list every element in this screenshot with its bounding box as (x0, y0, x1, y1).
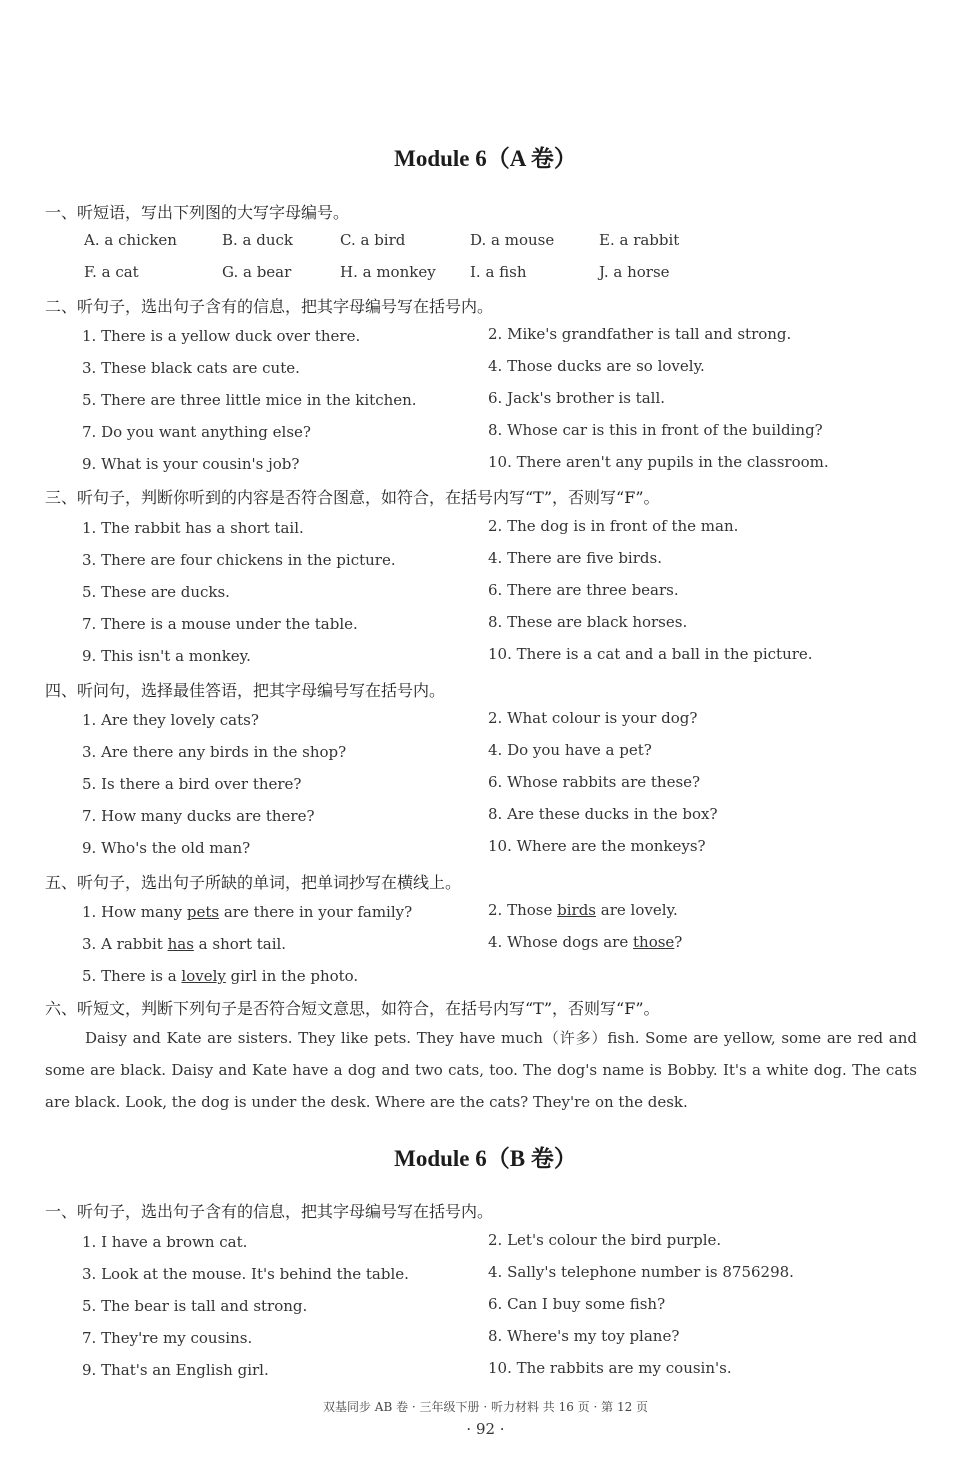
option-d: D. a mouse (470, 231, 555, 249)
b-s1-item-3: 3. Look at the mouse. It's behind the table. (82, 1265, 409, 1283)
option-i: I. a fish (470, 263, 527, 281)
listening-passage: Daisy and Kate are sisters. They like pets. They have much（许多）fish. Some are yellow, some are red and some are black. Daisy and Kate have a dog and two cats, too. The dog's name is Bobby. It's a white dog. The cats are black. Look, the dog is under the desk. Where are the cats? They're on the desk. (45, 1029, 917, 1111)
option-a: A. a chicken (84, 231, 177, 249)
section-2-heading: 二、听句子，选出句子含有的信息，把其字母编号写在括号内。 (45, 297, 494, 316)
s2-item-4: 4. Those ducks are so lovely. (488, 357, 705, 375)
s4-item-10: 10. Where are the monkeys? (488, 837, 706, 855)
s5-item-3-post: a short tail. (193, 935, 287, 953)
s4-item-1: 1. Are they lovely cats? (82, 711, 259, 729)
s5-item-2 (488, 901, 678, 919)
s5-item-5 (82, 967, 358, 985)
module-b-title: Module 6（B 卷） (394, 1146, 577, 1171)
s2-item-1: 1. There is a yellow duck over there. (82, 327, 361, 345)
s5-item-1-blank: pets (186, 903, 220, 921)
s4-item-6: 6. Whose rabbits are these? (488, 773, 701, 791)
s2-item-10: 10. There aren't any pupils in the classroom. (488, 453, 829, 471)
s5-item-3 (82, 935, 286, 953)
b-s1-item-10: 10. The rabbits are my cousin's. (488, 1359, 732, 1377)
s5-item-2-blank: birds (557, 901, 596, 919)
option-h: H. a monkey (340, 263, 436, 281)
page-footer: 双基同步 AB 卷 · 三年级下册 · 听力材料 共 16 页 · 第 12 页 (322, 1400, 649, 1414)
s2-item-8: 8. Whose car is this in front of the building? (488, 421, 823, 439)
s2-item-5: 5. There are three little mice in the kitchen. (82, 391, 417, 409)
s2-item-3: 3. These black cats are cute. (82, 359, 300, 377)
s3-item-7: 7. There is a mouse under the table. (82, 615, 358, 633)
s3-item-2: 2. The dog is in front of the man. (488, 517, 739, 535)
b-s1-item-9: 9. That's an English girl. (82, 1361, 269, 1379)
module-a-title: Module 6（A 卷） (394, 146, 577, 171)
option-c: C. a bird (340, 231, 406, 249)
s5-item-3-blank: has (167, 935, 194, 953)
b-s1-item-4: 4. Sally's telephone number is 8756298. (488, 1263, 794, 1281)
s5-item-2-post: are lovely. (596, 901, 678, 919)
s5-item-5-pre: 5. There is a (82, 967, 182, 985)
option-b: B. a duck (222, 231, 294, 249)
option-g: G. a bear (222, 263, 292, 281)
s3-item-3: 3. There are four chickens in the picture. (82, 551, 396, 569)
s4-item-9: 9. Who's the old man? (82, 839, 251, 857)
s3-item-6: 6. There are three bears. (488, 581, 679, 599)
s4-item-5: 5. Is there a bird over there? (82, 775, 302, 793)
s5-item-4-post: ? (674, 933, 683, 951)
s4-item-8: 8. Are these ducks in the box? (488, 805, 718, 823)
b-section-1-heading: 一、听句子，选出句子含有的信息，把其字母编号写在括号内。 (45, 1202, 494, 1221)
s5-item-4-blank: those (633, 933, 675, 951)
option-e: E. a rabbit (599, 231, 680, 249)
s4-item-7: 7. How many ducks are there? (82, 807, 315, 825)
s3-item-5: 5. These are ducks. (82, 583, 230, 601)
section-3-heading: 三、听句子，判断你听到的内容是否符合图意，如符合，在括号内写“T”，否则写“F”。 (45, 488, 660, 507)
option-f: F. a cat (84, 263, 139, 281)
s3-item-10: 10. There is a cat and a ball in the picture. (488, 645, 813, 663)
b-s1-item-8: 8. Where's my toy plane? (488, 1327, 680, 1345)
section-4-heading: 四、听问句，选择最佳答语，把其字母编号写在括号内。 (45, 681, 446, 700)
s4-item-3: 3. Are there any birds in the shop? (82, 743, 347, 761)
s5-item-4 (488, 933, 682, 951)
s5-item-3-pre: 3. A rabbit (82, 935, 168, 953)
b-s1-item-7: 7. They're my cousins. (82, 1329, 253, 1347)
section-6-heading: 六、听短文，判断下列句子是否符合短文意思，如符合，在括号内写“T”，否则写“F”。 (45, 999, 660, 1018)
s4-item-2: 2. What colour is your dog? (488, 709, 698, 727)
s2-item-2: 2. Mike's grandfather is tall and strong. (488, 325, 792, 343)
b-s1-item-6: 6. Can I buy some fish? (488, 1295, 666, 1313)
s5-item-1-pre: 1. How many (82, 903, 187, 921)
s3-item-9: 9. This isn't a monkey. (82, 647, 251, 665)
b-s1-item-2: 2. Let's colour the bird purple. (488, 1231, 722, 1249)
s5-item-1-post: are there in your family? (219, 903, 413, 921)
s5-item-4-pre: 4. Whose dogs are (488, 933, 633, 951)
s5-item-5-blank: lovely (181, 967, 226, 985)
option-j: J. a horse (599, 263, 670, 281)
s3-item-1: 1. The rabbit has a short tail. (82, 519, 304, 537)
s4-item-4: 4. Do you have a pet? (488, 741, 652, 759)
s2-item-6: 6. Jack's brother is tall. (488, 389, 666, 407)
page-number: · 92 · (466, 1420, 505, 1438)
s3-item-4: 4. There are five birds. (488, 549, 662, 567)
b-s1-item-5: 5. The bear is tall and strong. (82, 1297, 308, 1315)
s2-item-9: 9. What is your cousin's job? (82, 455, 300, 473)
s5-item-5-post: girl in the photo. (225, 967, 359, 985)
s2-item-7: 7. Do you want anything else? (82, 423, 311, 441)
section-5-heading: 五、听句子，选出句子所缺的单词，把单词抄写在横线上。 (45, 873, 462, 892)
s5-item-1 (82, 903, 412, 921)
b-s1-item-1: 1. I have a brown cat. (82, 1233, 248, 1251)
s5-item-2-pre: 2. Those (488, 901, 558, 919)
s3-item-8: 8. These are black horses. (488, 613, 688, 631)
section-1-heading: 一、听短语，写出下列图的大写字母编号。 (45, 203, 350, 222)
